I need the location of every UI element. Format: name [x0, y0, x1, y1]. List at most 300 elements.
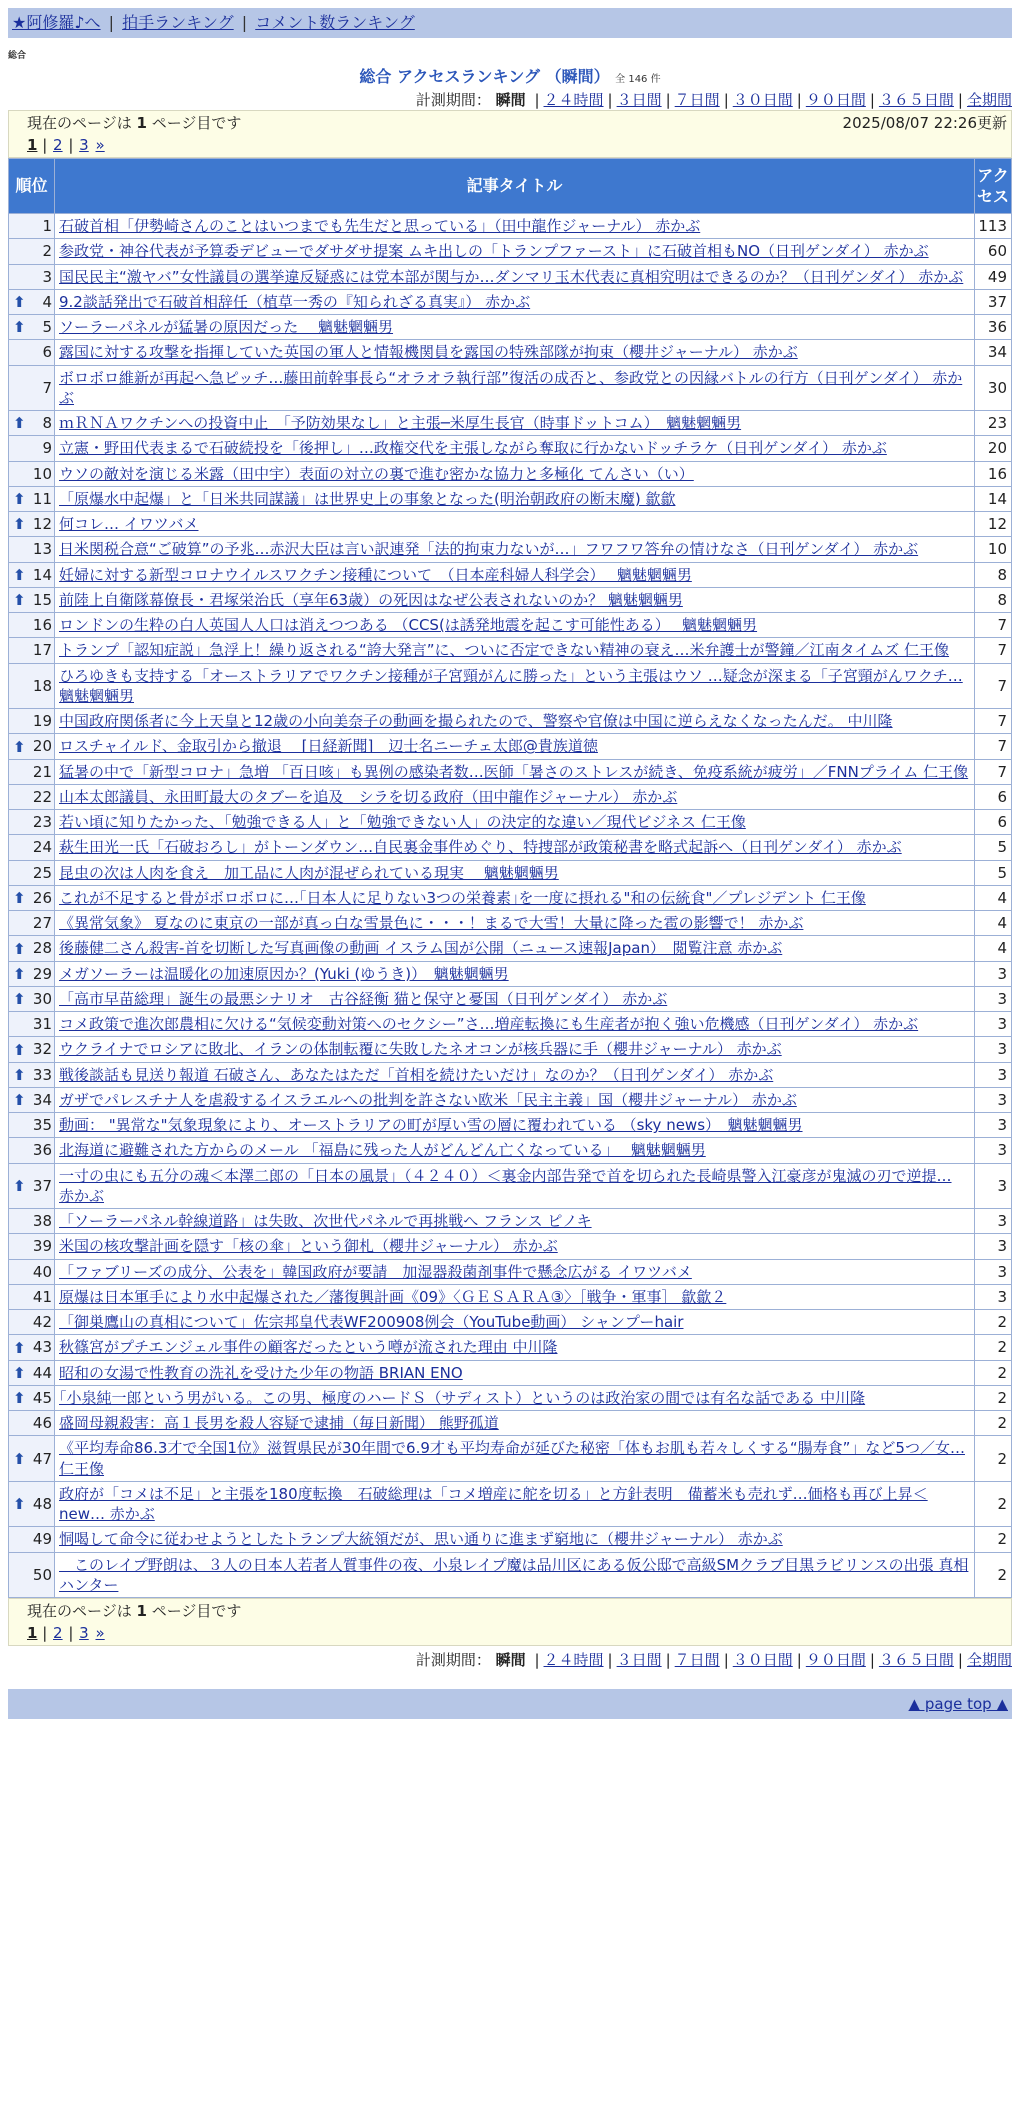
article-link[interactable]: 米国の核攻撃計画を隠す「核の傘」という御札（櫻井ジャーナル） 赤かぶ: [59, 1237, 558, 1256]
article-link[interactable]: ボロボロ維新が再起へ急ピッチ…藤田前幹事長ら“オラオラ執行部”復活の成否と、参政党との因縁バトルの行方（日刊ゲンダイ） 赤かぶ: [59, 368, 963, 407]
table-row: [9, 486, 1012, 511]
article-link[interactable]: 参政党・神谷代表が予算委デビューでダサダサ提案 ムキ出しの「トランプファースト」に石破首相もNO（日刊ゲンダイ） 赤かぶ: [59, 242, 929, 261]
access-count: 16: [975, 461, 1012, 486]
rank-cell: [9, 1012, 55, 1037]
page-status-suffix: ページ目です: [151, 113, 242, 132]
article-link[interactable]: 猛暑の中で「新型コロナ」急増 「百日咳」も異例の感染者数…医師「暑さのストレスが続き、免疫系統が疲労」／FNNプライム 仁王像: [59, 762, 969, 781]
rank-cell: [9, 1411, 55, 1436]
article-link[interactable]: 中国政府関係者に今上天皇と12歳の小向美奈子の動画を撮られたので、警察や官僚は中国に逆らえなくなったんだ。 中川隆: [59, 712, 893, 731]
article-link[interactable]: 《平均寿命86.3才で全国1位》滋賀県民が30年間で6.9才も平均寿命が延びた秘密「体もお肌も若々しくする“腸寿食”」など5つ／女… 仁王像: [59, 1439, 965, 1478]
rank-cell: [9, 587, 55, 612]
rank-up-arrow-icon: ⬆: [13, 1040, 26, 1059]
article-link[interactable]: このレイプ野朗は、３人の日本人若者人質事件の夜、小泉レイプ魔は品川区にある仮公邸で高級SMクラブ目黒ラビリンスの出張 真相ハンター: [59, 1555, 969, 1594]
article-link[interactable]: 原爆は日本軍手により水中起爆された／藩復興計画《09》〈ＧＥＳＡＲＡ③〉［戦争・軍事］ 歙歙２: [59, 1287, 727, 1306]
rank-number: 13: [32, 540, 52, 559]
rank-cell: [9, 961, 55, 986]
rank-number: 33: [32, 1065, 52, 1084]
rank-cell: [9, 486, 55, 511]
article-link[interactable]: 「高市早苗総理」誕生の最悪シナリオ 古谷経衡 猫と保守と憂国（日刊ゲンダイ） 赤かぶ: [59, 989, 668, 1008]
rank-up-arrow-icon: ⬆: [13, 989, 26, 1008]
article-link[interactable]: 9.2談話発出で石破首相辞任（植草一秀の『知られざる真実』） 赤かぶ: [59, 292, 531, 311]
access-count: 6: [975, 784, 1012, 809]
access-count: 7: [975, 638, 1012, 663]
rank-number: 17: [32, 641, 52, 660]
rank-number: 22: [32, 787, 52, 806]
title-cell: [55, 1552, 975, 1598]
access-count: 2: [975, 1335, 1012, 1360]
article-link[interactable]: 後藤健二さん殺害-首を切断した写真画像の動画 イスラム国が公開（ニュース速報Japan） 閲覧注意 赤かぶ: [59, 939, 783, 958]
rank-up-arrow-icon: ⬆: [13, 888, 26, 907]
table-row: [9, 1552, 1012, 1598]
title-cell: [55, 486, 975, 511]
rank-cell: [9, 1335, 55, 1360]
access-count: 7: [975, 709, 1012, 734]
pager-current: 1: [27, 135, 38, 154]
pager-next[interactable]: »: [95, 135, 105, 154]
article-link[interactable]: 恫喝して命令に従わせようとしたトランプ大統領だが、思い通りに進まず窮地に（櫻井ジャーナル） 赤かぶ: [59, 1530, 783, 1549]
table-row: [9, 1062, 1012, 1087]
period-link[interactable]: ２４時間: [543, 90, 604, 109]
comment-ranking-link[interactable]: コメント数ランキング: [255, 13, 415, 32]
rank-cell: [9, 1062, 55, 1087]
rank-number: 43: [32, 1338, 52, 1357]
table-row: [9, 936, 1012, 961]
pager-link[interactable]: 2: [53, 135, 63, 154]
rank-cell: [9, 1527, 55, 1552]
access-count: 6: [975, 810, 1012, 835]
period-link[interactable]: ３６５日間: [878, 90, 954, 109]
rank-up-arrow-icon: ⬆: [13, 1495, 26, 1514]
rank-cell: [9, 1138, 55, 1163]
rank-number: 50: [32, 1565, 52, 1584]
rank-cell: [9, 1360, 55, 1385]
rank-number: 20: [32, 737, 52, 756]
rank-number: 27: [32, 914, 52, 933]
title-cell: [55, 340, 975, 365]
period-link[interactable]: ３０日間: [732, 1651, 793, 1670]
rank-cell: [9, 759, 55, 784]
article-link[interactable]: メガソーラーは温暖化の加速原因か？(Yuki (ゆうき)） 魑魅魍魎男: [59, 964, 509, 983]
rank-number: 3: [42, 267, 52, 286]
clap-ranking-link[interactable]: 拍手ランキング: [122, 13, 234, 32]
rank-cell: [9, 214, 55, 239]
page-status-suffix: ページ目です: [151, 1602, 242, 1621]
title-cell: [55, 810, 975, 835]
access-count: 3: [975, 961, 1012, 986]
table-row: [9, 512, 1012, 537]
rank-number: 5: [42, 318, 52, 337]
article-link[interactable]: 昭和の女湯で性教育の洗礼を受けた少年の物語 BRIAN ENO: [59, 1363, 463, 1382]
table-row: [9, 340, 1012, 365]
period-link[interactable]: ７日間: [674, 1651, 720, 1670]
rank-up-arrow-icon: ⬆: [13, 1065, 26, 1084]
rank-cell: [9, 411, 55, 436]
table-row: [9, 1481, 1012, 1527]
rank-number: 9: [42, 439, 52, 458]
rank-cell: [9, 461, 55, 486]
period-links: [530, 1651, 1012, 1669]
rank-cell: [9, 1284, 55, 1309]
rank-up-arrow-icon: ⬆: [13, 292, 26, 311]
article-link[interactable]: 北海道に避難された方からのメール 「福島に残った人がどんどん亡くなっている」 魑魅魍魎男: [59, 1141, 706, 1160]
period-separator: |: [796, 90, 802, 109]
article-link[interactable]: 盛岡母親殺害：高１長男を殺人容疑で逮捕（毎日新聞） 熊野孤道: [59, 1414, 499, 1433]
table-row: [9, 961, 1012, 986]
period-separator: |: [665, 90, 671, 109]
access-count: 12: [975, 512, 1012, 537]
rank-number: 37: [32, 1176, 52, 1195]
article-link[interactable]: トランプ「認知症説」急浮上！繰り返される“誇大発言”に、ついに否定できない精神の衰え…米弁護士が警鐘／江南タイムズ 仁王像: [59, 641, 950, 660]
period-link[interactable]: ３０日間: [732, 90, 793, 109]
table-row: [9, 1385, 1012, 1410]
period-link[interactable]: ３日間: [616, 90, 662, 109]
rank-cell: [9, 1234, 55, 1259]
period-current: 瞬間: [495, 90, 526, 109]
period-selector-top: [8, 90, 1012, 110]
period-link[interactable]: ３６５日間: [878, 1651, 954, 1670]
article-link[interactable]: 《異常気象》 夏なのに東京の一部が真っ白な雪景色に・・・！まるで大雪！大量に降った雹の影響で！ 赤かぶ: [59, 914, 804, 933]
table-row: [9, 663, 1012, 709]
article-link[interactable]: ｍＲＮＡワクチンへの投資中止 「予防効果なし」と主張─米厚生長官（時事ドットコム） 魑魅魍魎男: [59, 414, 742, 433]
rank-number: 38: [32, 1212, 52, 1231]
rank-up-arrow-icon: ⬆: [13, 1090, 26, 1109]
period-label: 計測期間：: [415, 90, 491, 109]
rank-up-arrow-icon: ⬆: [13, 1363, 26, 1382]
period-separator: |: [607, 1651, 613, 1670]
access-count: 3: [975, 986, 1012, 1011]
rank-number: 14: [32, 565, 52, 584]
article-link[interactable]: 一寸の虫にも五分の魂＜本澤二郎の「日本の風景」（４２４０）＜裏金内部告発で首を切られた長崎県警入江豪彦が鬼滅の刃で逆提… 赤かぶ: [59, 1166, 952, 1205]
rank-number: 32: [32, 1040, 52, 1059]
title-cell: [55, 1062, 975, 1087]
access-count: 2: [975, 1385, 1012, 1410]
rank-up-arrow-icon: ⬆: [13, 964, 26, 983]
title-cell: [55, 411, 975, 436]
access-count: 49: [975, 264, 1012, 289]
article-link[interactable]: ｢小泉純一郎という男がいる。この男、極度のハードＳ（サディスト）というのは政治家の間では有名な話である 中川隆: [59, 1388, 866, 1407]
article-link[interactable]: 妊婦に対する新型コロナウイルスワクチン接種について （日本産科婦人科学会） 魑魅魍魎男: [59, 565, 692, 584]
page-top-link[interactable]: ▲ page top ▲: [908, 1694, 1008, 1713]
table-row: [9, 289, 1012, 314]
table-row: [9, 562, 1012, 587]
pager-link[interactable]: 3: [79, 135, 89, 154]
rank-number: 2: [42, 242, 52, 261]
table-row: [9, 1138, 1012, 1163]
title-cell: [55, 835, 975, 860]
home-link[interactable]: ★阿修羅♪へ: [12, 13, 101, 32]
title-cell: [55, 1335, 975, 1360]
rank-cell: [9, 1552, 55, 1598]
pager-next[interactable]: »: [95, 1624, 105, 1643]
table-row: [9, 1012, 1012, 1037]
access-count: 3: [975, 1138, 1012, 1163]
access-count: 4: [975, 936, 1012, 961]
rank-number: 41: [32, 1287, 52, 1306]
table-row: [9, 1411, 1012, 1436]
access-count: 3: [975, 1259, 1012, 1284]
rank-up-arrow-icon: ⬆: [13, 489, 26, 508]
nav-separator: |: [241, 13, 248, 32]
period-separator: |: [723, 1651, 729, 1670]
pager-link[interactable]: 3: [79, 1624, 89, 1643]
period-link[interactable]: ９０日間: [805, 90, 866, 109]
current-page-number: 1: [136, 113, 147, 132]
rank-number: 18: [32, 676, 52, 695]
total-count: 全 146 件: [615, 74, 661, 86]
period-separator: |: [534, 90, 540, 109]
table-row: [9, 1284, 1012, 1309]
article-link[interactable]: コメ政策で進次郎農相に欠ける“気候変動対策へのセクシー”さ…増産転換にも生産者が抱く強い危機感（日刊ゲンダイ） 赤かぶ: [59, 1015, 919, 1034]
table-row: [9, 613, 1012, 638]
article-link[interactable]: 戦後談話も見送り報道 石破さん、あなたはただ「首相を続けたいだけ」なのか？（日刊ゲンダイ） 赤かぶ: [59, 1065, 774, 1084]
title-cell: [55, 936, 975, 961]
title-cell: [55, 1284, 975, 1309]
table-row: [9, 436, 1012, 461]
rank-number: 23: [32, 813, 52, 832]
article-link[interactable]: 「ファブリーズの成分、公表を」韓国政府が要請 加湿器殺菌剤事件で懸念広がる イワツバメ: [59, 1262, 692, 1281]
rank-cell: [9, 810, 55, 835]
title-cell: [55, 289, 975, 314]
rank-cell: [9, 1310, 55, 1335]
title-header: 記事タイトル: [55, 159, 975, 214]
title-cell: [55, 512, 975, 537]
table-row: [9, 1037, 1012, 1062]
article-link[interactable]: 前陸上自衛隊幕僚長・君塚栄治氏（享年63歳）の死因はなぜ公表されないのか？ 魑魅魍魎男: [59, 590, 683, 609]
table-row: [9, 759, 1012, 784]
title-cell: [55, 1087, 975, 1112]
article-link[interactable]: 露国に対する攻撃を指揮していた英国の軍人と情報機関員を露国の特殊部隊が拘束（櫻井ジャーナル） 赤かぶ: [59, 343, 798, 362]
page-title: [8, 66, 1012, 88]
table-row: [9, 1087, 1012, 1112]
rank-number: 45: [32, 1388, 52, 1407]
article-link[interactable]: ウクライナでロシアに敗北、イランの体制転覆に失敗したネオコンが核兵器に手（櫻井ジャーナル） 赤かぶ: [59, 1040, 782, 1059]
article-link[interactable]: 萩生田光一氏「石破おろし」がトーンダウン…自民裏金事件めぐり、特捜部が政策秘書を略式起訴へ（日刊ゲンダイ） 赤かぶ: [59, 838, 902, 857]
period-link[interactable]: ７日間: [674, 90, 720, 109]
period-link[interactable]: ３日間: [616, 1651, 662, 1670]
table-row: [9, 1310, 1012, 1335]
rank-cell: [9, 1481, 55, 1527]
rank-number: 29: [32, 964, 52, 983]
article-link[interactable]: 石破首相「伊勢崎さんのことはいつまでも先生だと思っている」（田中龍作ジャーナル） 赤かぶ: [59, 217, 701, 236]
access-count: 3: [975, 1209, 1012, 1234]
rank-cell: [9, 340, 55, 365]
period-separator: |: [796, 1651, 802, 1670]
article-link[interactable]: 「原爆水中起爆」と「日米共同謀議」は世界史上の事象となった(明治朝政府の断末魔) 歙歙: [59, 489, 676, 508]
rank-cell: [9, 784, 55, 809]
access-count: 8: [975, 587, 1012, 612]
title-cell: [55, 315, 975, 340]
rank-number: 11: [32, 489, 52, 508]
access-count: 2: [975, 1310, 1012, 1335]
rank-cell: [9, 911, 55, 936]
title-cell: [55, 537, 975, 562]
rank-number: 36: [32, 1141, 52, 1160]
pager-top: 1 | 2 | 3 »: [27, 135, 105, 154]
table-row: [9, 784, 1012, 809]
rank-cell: [9, 562, 55, 587]
article-link[interactable]: 政府が「コメは不足」と主張を180度転換 石破総理は「コメ増産に舵を切る」と方針表明 備蓄米も売れず…価格も再び上昇＜new… 赤かぶ: [59, 1484, 928, 1524]
table-row: [9, 911, 1012, 936]
period-link[interactable]: ９０日間: [805, 1651, 866, 1670]
rank-cell: [9, 239, 55, 264]
updated-time: 2025/08/07 22:26更新: [842, 113, 1007, 132]
table-row: [9, 214, 1012, 239]
access-header: アクセス: [975, 159, 1012, 214]
top-nav: [8, 8, 1012, 38]
table-row: [9, 461, 1012, 486]
title-cell: [55, 1481, 975, 1527]
article-link[interactable]: これが不足すると骨がボロボロに…｢日本人に足りない3つの栄養素｣を一度に摂れる"和の伝統食"／プレジデント 仁王像: [59, 888, 866, 907]
period-link[interactable]: 全期間: [966, 1651, 1012, 1670]
access-count: 2: [975, 1481, 1012, 1527]
rank-number: 31: [32, 1015, 52, 1034]
access-count: 10: [975, 537, 1012, 562]
rank-cell: [9, 663, 55, 709]
access-count: 2: [975, 1527, 1012, 1552]
period-separator: |: [869, 90, 875, 109]
article-link[interactable]: 昆虫の次は人肉を食え 加工品に人肉が混ぜられている現実 魑魅魍魎男: [59, 863, 559, 882]
rank-number: 35: [32, 1116, 52, 1135]
title-cell: [55, 214, 975, 239]
access-count: 7: [975, 734, 1012, 759]
rank-number: 6: [42, 343, 52, 362]
rank-up-arrow-icon: ⬆: [13, 318, 26, 337]
rank-number: 46: [32, 1414, 52, 1433]
rank-number: 24: [32, 838, 52, 857]
footer-bar: [8, 1689, 1012, 1719]
access-count: 2: [975, 1411, 1012, 1436]
title-cell: [55, 562, 975, 587]
access-count: 7: [975, 613, 1012, 638]
article-link[interactable]: 国民民主“激ヤバ”女性議員の選挙違反疑惑には党本部が関与か…ダンマリ玉木代表に真相究明はできるのか？（日刊ゲンダイ） 赤かぶ: [59, 267, 964, 286]
article-link[interactable]: 動画： "異常な"気象現象により、オーストラリアの町が厚い雪の層に覆われている （sky news） 魑魅魍魎男: [59, 1116, 803, 1135]
title-cell: [55, 860, 975, 885]
article-link[interactable]: 山本太郎議員、永田町最大のタブーを追及 シラを切る政府（田中龍作ジャーナル） 赤かぶ: [59, 787, 678, 806]
period-label: 計測期間：: [415, 1651, 491, 1670]
article-link[interactable]: ひろゆきも支持する「オーストラリアでワクチン接種が子宮頸がんに勝った」という主張はウソ …疑念が深まる「子宮頸がんワクチ… 魑魅魍魎男: [59, 666, 963, 705]
rank-cell: [9, 860, 55, 885]
article-link[interactable]: ロンドンの生粋の白人英国人人口は消えつつある （CCS(は誘発地震を起こす可能性ある） 魑魅魍魎男: [59, 616, 758, 635]
rank-cell: [9, 936, 55, 961]
access-count: 3: [975, 1087, 1012, 1112]
access-count: 3: [975, 1012, 1012, 1037]
article-link[interactable]: 立憲・野田代表まるで石破続投を「後押し」…政権交代を主張しながら奪取に行かないドッチラケ（日刊ゲンダイ） 赤かぶ: [59, 439, 887, 458]
rank-cell: [9, 885, 55, 910]
rank-number: 7: [42, 378, 52, 397]
access-count: 37: [975, 289, 1012, 314]
rank-up-arrow-icon: ⬆: [13, 515, 26, 534]
rank-number: 21: [32, 762, 52, 781]
rank-cell: [9, 1113, 55, 1138]
table-row: [9, 860, 1012, 885]
title-cell: [55, 1234, 975, 1259]
access-count: 3: [975, 1113, 1012, 1138]
rank-cell: [9, 436, 55, 461]
access-count: 113: [975, 214, 1012, 239]
pager-link[interactable]: 2: [53, 1624, 63, 1643]
article-link[interactable]: ウソの敵対を演じる米露（田中宇）表面の対立の裏で進む密かな協力と多極化 てんさい（い）: [59, 464, 694, 483]
access-count: 60: [975, 239, 1012, 264]
title-cell: [55, 1113, 975, 1138]
period-selector-bottom: [8, 1650, 1012, 1670]
table-row: [9, 734, 1012, 759]
period-link[interactable]: ２４時間: [543, 1651, 604, 1670]
access-count: 3: [975, 1163, 1012, 1209]
title-cell: [55, 986, 975, 1011]
title-cell: [55, 587, 975, 612]
title-cell: [55, 784, 975, 809]
article-link[interactable]: 「ソーラーパネル幹線道路」は失敗、次世代パネルで再挑戦へ フランス ピノキ: [59, 1212, 592, 1231]
rank-up-arrow-icon: ⬆: [13, 1176, 26, 1195]
access-count: 23: [975, 411, 1012, 436]
title-cell: [55, 1163, 975, 1209]
rank-cell: [9, 734, 55, 759]
period-links: [530, 91, 1012, 109]
rank-number: 10: [32, 464, 52, 483]
title-cell: [55, 1138, 975, 1163]
title-cell: [55, 638, 975, 663]
rank-number: 25: [32, 863, 52, 882]
table-row: [9, 1259, 1012, 1284]
title-cell: [55, 1385, 975, 1410]
title-cell: [55, 436, 975, 461]
nav-separator: |: [108, 13, 115, 32]
rank-cell: [9, 1163, 55, 1209]
access-count: 5: [975, 860, 1012, 885]
rank-number: 47: [32, 1449, 52, 1468]
rank-number: 16: [32, 616, 52, 635]
rank-number: 40: [32, 1262, 52, 1281]
title-cell: [55, 1360, 975, 1385]
period-link[interactable]: 全期間: [966, 90, 1012, 109]
article-link[interactable]: 「御巣鷹山の真相について」佐宗邦皇代表WF200908例会（YouTube動画） シャンプーhair: [59, 1313, 684, 1332]
article-link[interactable]: 若い頃に知りたかった、「勉強できる人」と「勉強できない人」の決定的な違い／現代ビジネス 仁王像: [59, 813, 746, 832]
rank-cell: [9, 289, 55, 314]
rank-cell: [9, 1037, 55, 1062]
title-cell: [55, 461, 975, 486]
rank-cell: [9, 709, 55, 734]
table-row: [9, 1335, 1012, 1360]
article-link[interactable]: ロスチャイルド、金取引から撤退 [日経新聞] 辺士名ニーチェ太郎@貴族道徳: [59, 737, 598, 756]
rank-number: 1: [42, 217, 52, 236]
rank-cell: [9, 613, 55, 638]
access-count: 4: [975, 911, 1012, 936]
rank-up-arrow-icon: ⬆: [13, 565, 26, 584]
article-link[interactable]: 秋篠宮がプチエンジェル事件の顧客だったという噂が流された理由 中川隆: [59, 1338, 558, 1357]
rank-cell: [9, 1259, 55, 1284]
access-count: 2: [975, 1552, 1012, 1598]
article-link[interactable]: ソーラーパネルが猛暑の原因だった 魑魅魍魎男: [59, 318, 394, 337]
table-row: [9, 885, 1012, 910]
access-count: 30: [975, 365, 1012, 411]
rank-up-arrow-icon: ⬆: [13, 1338, 26, 1357]
rank-cell: [9, 264, 55, 289]
table-row: [9, 587, 1012, 612]
title-cell: [55, 1037, 975, 1062]
access-count: 20: [975, 436, 1012, 461]
rank-up-arrow-icon: ⬆: [13, 590, 26, 609]
rank-number: 48: [32, 1495, 52, 1514]
article-link[interactable]: 何コレ… イワツバメ: [59, 515, 199, 534]
access-count: 7: [975, 663, 1012, 709]
article-link[interactable]: ガザでパレスチナ人を虐殺するイスラエルへの批判を許さない欧米「民主主義」国（櫻井ジャーナル） 赤かぶ: [59, 1090, 797, 1109]
category-label: 総合: [8, 51, 27, 61]
table-row: [9, 1163, 1012, 1209]
article-link[interactable]: 日米関税合意“ご破算”の予兆…赤沢大臣は言い訳連発「法的拘束力ないが…」フワフワ答弁の情けなさ（日刊ゲンダイ） 赤かぶ: [59, 540, 919, 559]
rank-up-arrow-icon: ⬆: [13, 1449, 26, 1468]
period-separator: |: [723, 90, 729, 109]
title-cell: [55, 759, 975, 784]
